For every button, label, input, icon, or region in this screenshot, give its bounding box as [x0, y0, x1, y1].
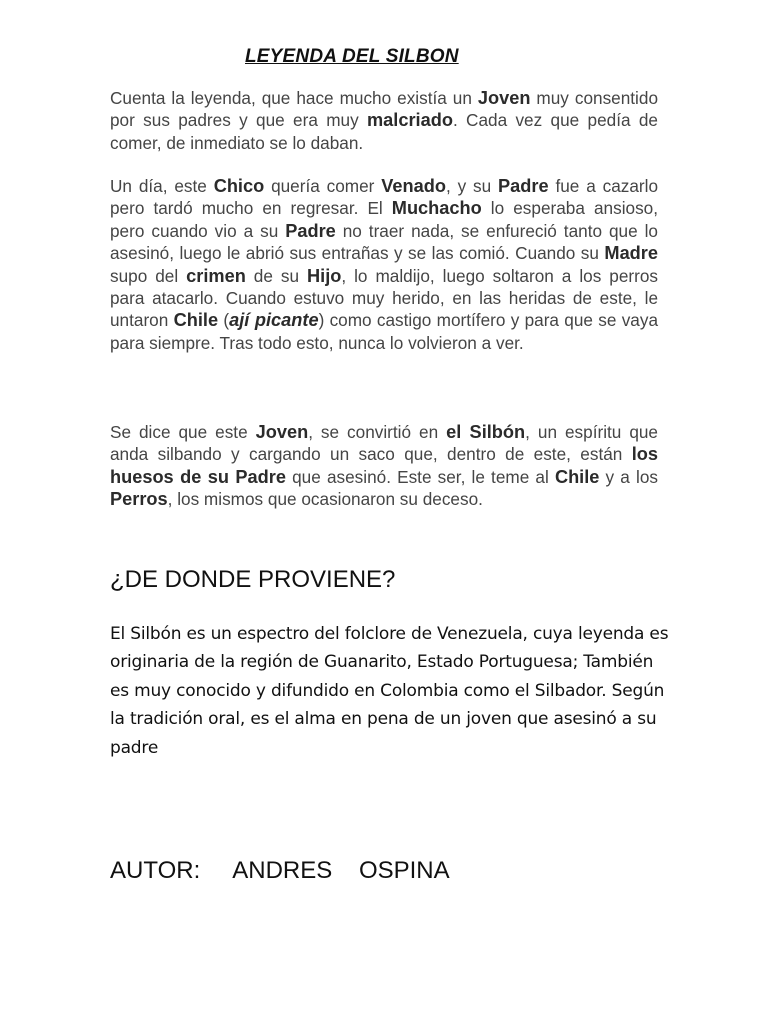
bold-term: Chico [213, 176, 265, 196]
bold-term: crimen [186, 265, 246, 286]
bold-term: Venado [381, 176, 446, 196]
text-run: fue a cazarlo pero tardó mucho en regresar. El [110, 176, 659, 219]
text-run: , lo maldijo, luego soltaron a los perros para atacarlo. Cuando estuvo muy herido, en las heridas de este, le untaron [110, 265, 658, 331]
text-run: de su [245, 265, 307, 286]
text-run: ( [218, 310, 230, 331]
bold-term: Perros [110, 489, 168, 510]
text-run: , los mismos que ocasionaron su deceso. [167, 489, 483, 510]
author-label: AUTOR: [110, 857, 201, 884]
text-run: Cuenta la leyenda, que hace mucho existía un [110, 88, 478, 108]
bold-term: Joven [477, 88, 531, 108]
text-run: , un espíritu que anda silbando y cargando un saco que, dentro de este, están [110, 422, 658, 465]
bold-term: malcriado [367, 110, 453, 131]
origin-heading: ¿DE DONDE PROVIENE? [110, 566, 396, 593]
text-run: ) como castigo mortífero y para que se vaya para siempre. Tras todo esto, nunca lo volvieron a ver. [110, 310, 659, 353]
origin-paragraph: El Silbón es un espectro del folclore de Venezuela, cuya leyenda es originaria de la región de Guanarito, Estado Portuguesa; También es muy conocido y difundido en Colombia como el Silbador. Según la tradición oral, es el alma en pena de un joven que asesinó a su padre [110, 624, 669, 758]
text-run: no traer nada, se enfureció tanto que lo asesinó, luego le abrió sus entrañas y se las comió. Cuando su [110, 220, 658, 264]
paragraph-story [110, 175, 658, 354]
author-first-name: ANDRES [232, 857, 333, 884]
bold-term: Padre [285, 220, 336, 241]
author-line [110, 857, 450, 885]
paragraph-intro [110, 87, 658, 154]
text-run: y a los [599, 466, 658, 487]
text-run: Un día, este [110, 176, 214, 196]
text-run: lo esperaba ansioso, pero cuando vio a su [110, 198, 658, 241]
text-run: muy consentido por sus padres y que era muy [110, 88, 658, 131]
text-run: . Cada vez que pedía de comer, de inmediato se lo daban. [110, 110, 658, 153]
text-run: Se dice que este [110, 422, 256, 442]
text-run: que asesinó. Este ser, le teme al [285, 466, 555, 487]
text-run: supo del [110, 265, 187, 286]
author-last-name: OSPINA [358, 857, 450, 884]
bold-term: Muchacho [391, 198, 482, 219]
bold-term: Padre [498, 176, 549, 196]
page-title: LEYENDA DEL SILBON [245, 46, 459, 67]
bold-italic-term: ají picante [229, 310, 319, 331]
paragraph-transformation [110, 421, 658, 511]
text-run: , y su [445, 176, 499, 196]
bold-term: los huesos de su Padre [110, 444, 658, 487]
bold-term: el Silbón [446, 422, 526, 442]
bold-term: Joven [255, 422, 309, 442]
text-run: , se convirtió en [308, 422, 447, 442]
text-run: quería comer [264, 176, 382, 196]
bold-term: Hijo [307, 265, 342, 286]
bold-term: Madre [604, 243, 658, 264]
bold-term: Chile [173, 310, 219, 331]
bold-term: Chile [554, 466, 600, 487]
